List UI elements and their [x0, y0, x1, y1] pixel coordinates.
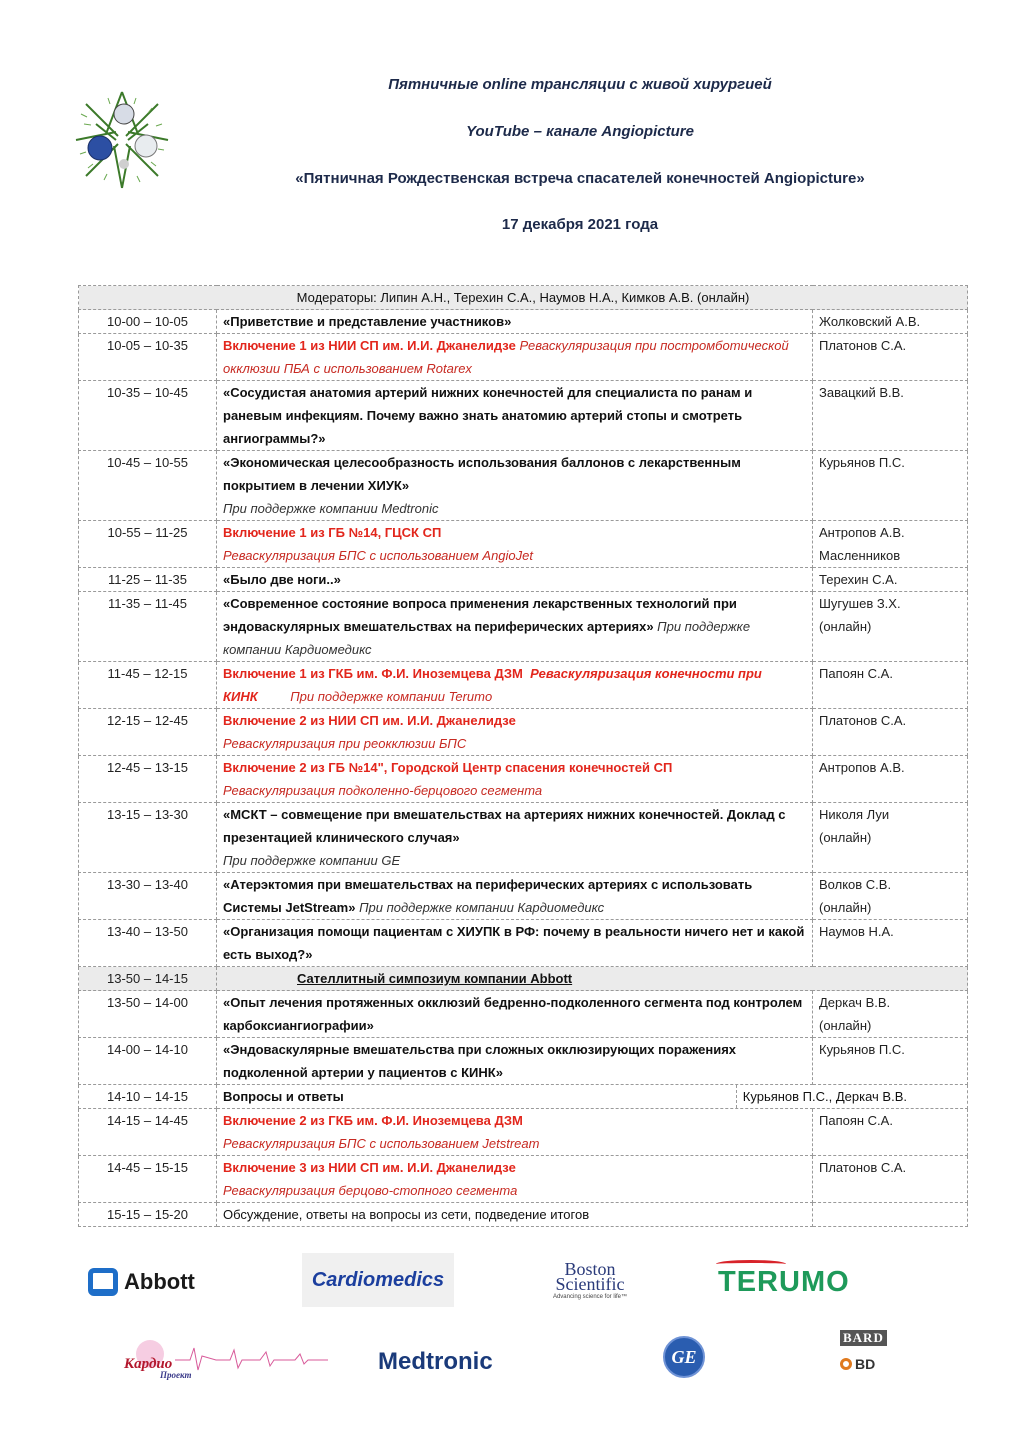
row-speaker: Завацкий В.В. [813, 381, 968, 451]
row-speaker: Шугушев З.Х. (онлайн) [813, 592, 968, 662]
row-time: 11-45 – 12-15 [79, 662, 217, 709]
table-row [79, 709, 968, 756]
row-time: 10-00 – 10-05 [79, 310, 217, 334]
row-topic: «Экономическая целесообразность использования баллонов с лекарственным покрытием в лечении ХИУК» При поддержке компании Medtronic [217, 451, 813, 521]
row-topic: Включение 2 из НИИ СП им. И.И. Джанелидзе Реваскуляризация при реокклюзии БПС [217, 709, 813, 756]
cardiomedics-logo: Cardiomedics [302, 1253, 454, 1307]
row-time: 13-50 – 14-00 [79, 991, 217, 1038]
moderators-row [79, 286, 968, 310]
table-row [79, 756, 968, 803]
row-time: 10-05 – 10-35 [79, 334, 217, 381]
row-speaker: Платонов С.А. [813, 334, 968, 381]
terumo-swoosh-icon [716, 1260, 786, 1268]
row-speaker: Николя Луи (онлайн) [813, 803, 968, 873]
row-time: 14-15 – 14-45 [79, 1109, 217, 1156]
row-speaker [813, 1203, 968, 1227]
table-row [79, 451, 968, 521]
row-time: 14-10 – 14-15 [79, 1085, 217, 1109]
row-topic: Сателлитный симпозиум компании Abbott [217, 967, 968, 991]
kardio-text: Кардио [124, 1356, 173, 1372]
row-time: 13-15 – 13-30 [79, 803, 217, 873]
ge-logo: GE [663, 1336, 705, 1378]
header-title: Пятничные online трансляции с живой хирургией [388, 76, 772, 93]
bd-mark-icon [840, 1358, 852, 1370]
row-time: 13-50 – 14-15 [79, 967, 217, 991]
row-speaker: Антропов А.В. Масленников [813, 521, 968, 568]
christmas-wreath-logo [66, 84, 178, 196]
row-time: 11-35 – 11-45 [79, 592, 217, 662]
symposium-row [79, 967, 968, 991]
row-speaker: Платонов С.А. [813, 1156, 968, 1203]
row-topic: «Атерэктомия при вмешательствах на периферических артериях с использовать Системы JetStream» При поддержке компании Кардиомедикс [217, 873, 813, 920]
table-row [79, 521, 968, 568]
row-topic: Обсуждение, ответы на вопросы из сети, подведение итогов [217, 1203, 813, 1227]
header-channel: YouTube – канале Angiopicture [466, 123, 694, 140]
row-topic: Включение 2 из ГБ №14", Городской Центр спасения конечностей СП Реваскуляризация подколенно-берцового сегмента [217, 756, 813, 803]
row-topic: Вопросы и ответы Курьянов П.С., Деркач В.В. [217, 1085, 968, 1109]
row-time: 10-55 – 11-25 [79, 521, 217, 568]
row-topic: «МСКТ – совмещение при вмешательствах на артериях нижних конечностей. Доклад с презентацией клинического случая» При поддержке компании GE [217, 803, 813, 873]
header-event-name: «Пятничная Рождественская встреча спасателей конечностей Angiopicture» [295, 170, 865, 187]
row-speaker: Папоян С.А. [813, 1109, 968, 1156]
bd-logo: BD [840, 1356, 875, 1372]
row-speaker: Деркач В.В. (онлайн) [813, 991, 968, 1038]
table-row [79, 1109, 968, 1156]
table-row [79, 1156, 968, 1203]
row-speaker: Терехин С.А. [813, 568, 968, 592]
row-time: 13-40 – 13-50 [79, 920, 217, 967]
row-speaker: Курьянов П.С. [813, 451, 968, 521]
row-time: 14-00 – 14-10 [79, 1038, 217, 1085]
abbott-logo: Abbott [88, 1268, 195, 1296]
row-speaker: Платонов С.А. [813, 709, 968, 756]
bard-logo: BARD [840, 1330, 887, 1346]
proekt-text: Проект [160, 1370, 192, 1380]
medtronic-logo: Medtronic [378, 1348, 493, 1375]
row-speaker: Волков С.В. (онлайн) [813, 873, 968, 920]
row-topic: «Современное состояние вопроса применения лекарственных технологий при эндоваскулярных вмешательствах на периферических артериях» При поддержке компании Кардиомедикс [217, 592, 813, 662]
row-time: 11-25 – 11-35 [79, 568, 217, 592]
row-time: 14-45 – 15-15 [79, 1156, 217, 1203]
row-speaker: Антропов А.В. [813, 756, 968, 803]
row-topic: «Эндоваскулярные вмешательства при сложных окклюзирующих поражениях подколенной артерии у пациентов с КИНК» [217, 1038, 813, 1085]
row-topic: «Опыт лечения протяженных окклюзий бедренно-подколенного сегмента под контролем карбоксиангиографии» [217, 991, 813, 1038]
row-time: 13-30 – 13-40 [79, 873, 217, 920]
row-speaker: Папоян С.А. [813, 662, 968, 709]
terumo-logo: TERUMO [718, 1266, 850, 1299]
table-row [79, 310, 968, 334]
table-row [79, 568, 968, 592]
table-row [79, 991, 968, 1038]
header-date: 17 декабря 2021 года [501, 216, 659, 233]
row-speaker: Наумов Н.А. [813, 920, 968, 967]
table-row [79, 1085, 968, 1109]
row-speaker: Курьянов П.С., Деркач В.В. [736, 1085, 907, 1108]
row-topic: Включение 1 из ГБ №14, ГЦСК СП Реваскуляризация БПС с использованием AngioJet [217, 521, 813, 568]
row-speaker: Курьянов П.С. [813, 1038, 968, 1085]
moderators: Модераторы: Липин А.Н., Терехин С.А., Наумов Н.А., Кимков А.В. (онлайн) [79, 286, 968, 310]
boston-scientific-logo: Boston Scientific Advancing science for life™ [552, 1259, 628, 1300]
row-topic: «Было две ноги..» [217, 568, 813, 592]
row-topic: Включение 2 из ГКБ им. Ф.И. Иноземцева ДЗМ Реваскуляризация БПС с использованием Jetstream [217, 1109, 813, 1156]
row-topic: «Сосудистая анатомия артерий нижних конечностей для специалиста по ранам и раневым инфекциям. Почему важно знать анатомию артерий стопы и смотреть ангиограммы?» [217, 381, 813, 451]
table-row [79, 334, 968, 381]
row-time: 10-45 – 10-55 [79, 451, 217, 521]
row-time: 12-45 – 13-15 [79, 756, 217, 803]
table-row [79, 1038, 968, 1085]
table-row [79, 873, 968, 920]
program-table [78, 285, 968, 1227]
row-topic: «Организация помощи пациентам с ХИУПК в РФ: почему в реальности ничего нет и какой есть выход?» [217, 920, 813, 967]
row-time: 12-15 – 12-45 [79, 709, 217, 756]
row-topic: Включение 1 из ГКБ им. Ф.И. Иноземцева ДЗМ Реваскуляризация конечности при КИНК При поддержке компании Terumo [217, 662, 813, 709]
table-row [79, 803, 968, 873]
table-row [79, 920, 968, 967]
table-row [79, 592, 968, 662]
row-speaker: Жолковский А.В. [813, 310, 968, 334]
row-topic: Включение 3 из НИИ СП им. И.И. Джанелидзе Реваскуляризация берцово-стопного сегмента [217, 1156, 813, 1203]
abbott-mark-icon [88, 1268, 118, 1296]
kardio-proekt-logo [120, 1330, 330, 1382]
row-time: 15-15 – 15-20 [79, 1203, 217, 1227]
row-topic: Включение 1 из НИИ СП им. И.И. Джанелидзе Реваскуляризация при постромботической окклюзии ПБА с использованием Rotarex [217, 334, 813, 381]
table-row [79, 381, 968, 451]
row-time: 10-35 – 10-45 [79, 381, 217, 451]
table-row [79, 662, 968, 709]
row-topic: «Приветствие и представление участников» [217, 310, 813, 334]
table-row [79, 1203, 968, 1227]
